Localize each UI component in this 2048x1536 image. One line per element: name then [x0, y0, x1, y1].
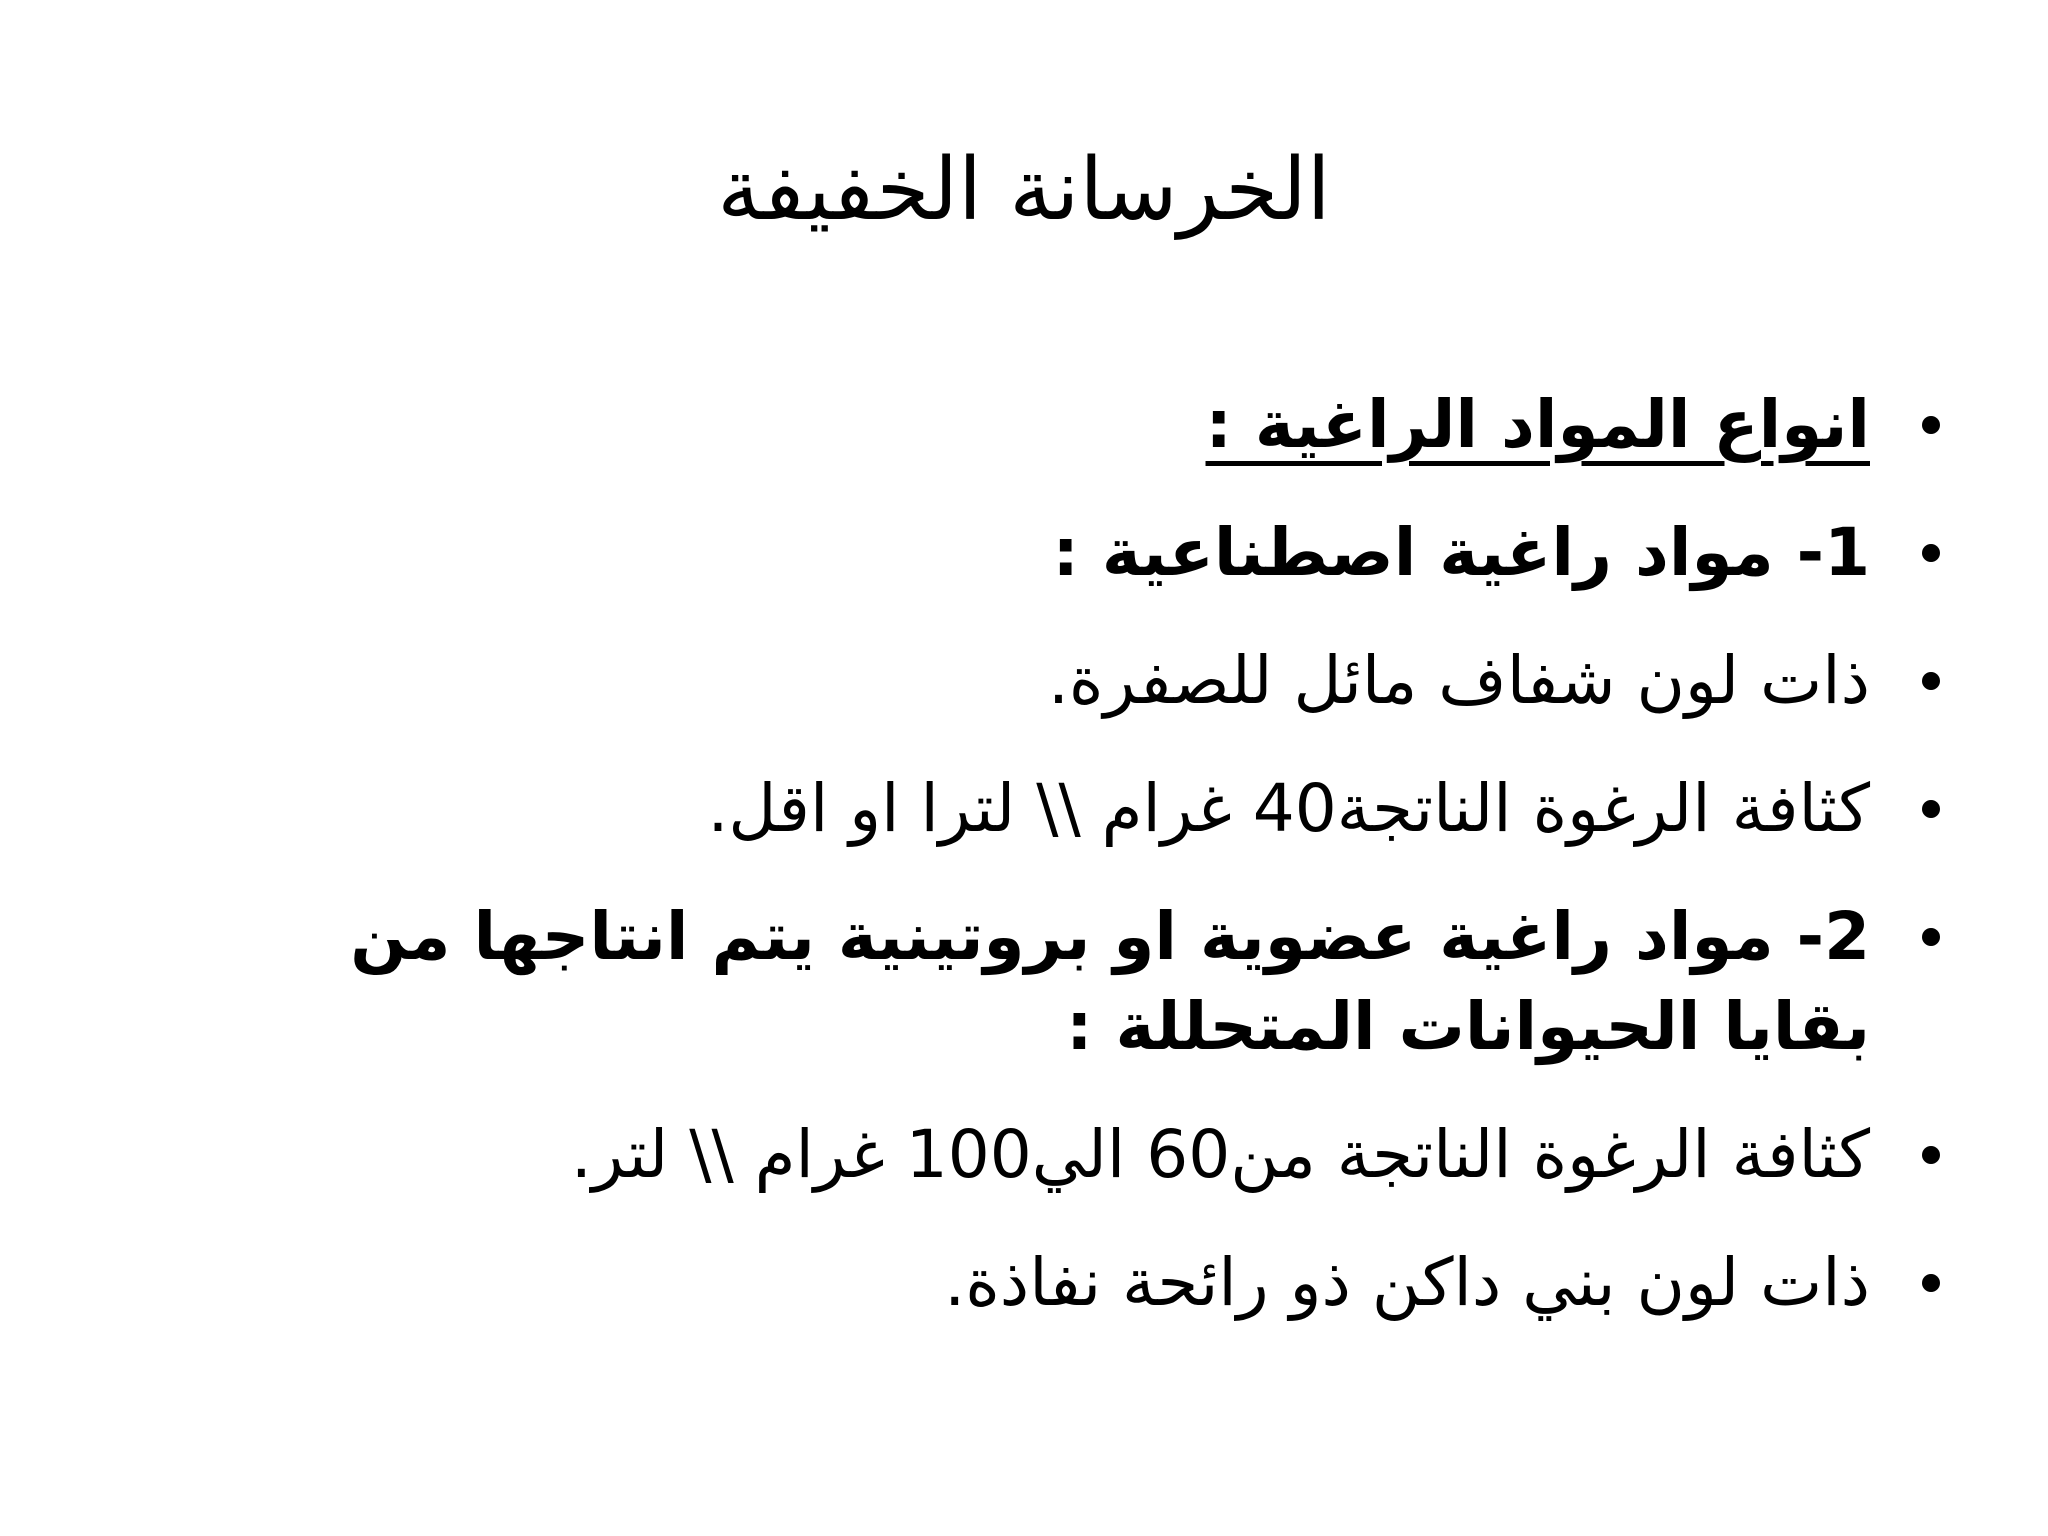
- bullet-text: 1- مواد راغية اصطناعية :: [1052, 514, 1870, 591]
- bullet-dot-icon: [1922, 544, 1940, 562]
- bullet-dot-icon: [1922, 672, 1940, 690]
- slide-title: الخرسانة الخفيفة: [717, 140, 1331, 240]
- bullet-list: [215, 380, 1940, 1366]
- bullet-text: 2- مواد راغية عضوية او بروتينية يتم انتاجها من بقايا الحيوانات المتحللة :: [350, 898, 1870, 1065]
- bullet-text: ذات لون شفاف مائل للصفرة.: [1047, 642, 1870, 719]
- bullet-text: كثافة الرغوة الناتجة من60 الي100 غرام \\ لتر.: [570, 1116, 1870, 1193]
- bullet-dot-icon: [1922, 1274, 1940, 1292]
- bullet-item: [215, 508, 1940, 598]
- bullet-text: كثافة الرغوة الناتجة40 غرام \\ لترا او اقل.: [707, 770, 1870, 847]
- bullet-item: [215, 892, 1940, 1072]
- bullet-dot-icon: [1922, 800, 1940, 818]
- bullet-item: [215, 636, 1940, 726]
- bullet-item: [215, 380, 1940, 470]
- bullet-item: [215, 1238, 1940, 1328]
- bullet-item: [215, 764, 1940, 854]
- bullet-text: ذات لون بني داكن ذو رائحة نفاذة.: [944, 1244, 1870, 1321]
- bullet-dot-icon: [1922, 1146, 1940, 1164]
- bullet-text: انواع المواد الراغية :: [1205, 386, 1870, 463]
- bullet-item: [215, 1110, 1940, 1200]
- bullet-dot-icon: [1922, 928, 1940, 946]
- bullet-dot-icon: [1922, 416, 1940, 434]
